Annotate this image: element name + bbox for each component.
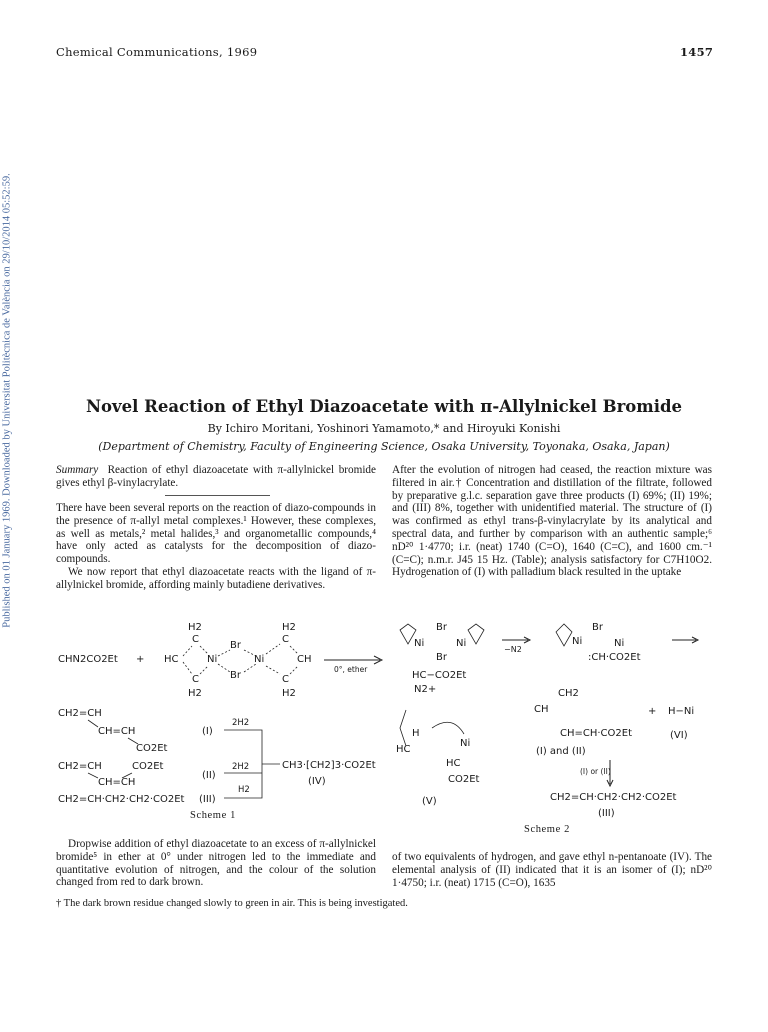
allyl-ligands bbox=[400, 624, 572, 646]
product-2-line-1b: CO2Et bbox=[132, 761, 164, 772]
bottom-right-text bbox=[392, 851, 712, 889]
nitrogen-loss: −N2 bbox=[504, 645, 522, 654]
ester-label: CO2Et bbox=[448, 774, 480, 785]
download-watermark: Published on 01 January 1969. Downloaded by Universitat Politècnica de València on 29/10/2014 05:52:59. bbox=[1, 173, 13, 628]
h2-label: H2 bbox=[282, 688, 296, 699]
ch-label: CH bbox=[297, 654, 312, 665]
summary-label: Summary bbox=[56, 464, 99, 476]
product-pair-label: (I) and (II) bbox=[536, 746, 586, 757]
reaction-conditions: 0°, ether bbox=[334, 665, 368, 674]
product-1-label: (I) bbox=[202, 726, 213, 737]
carbon-label: C bbox=[282, 674, 289, 685]
article-title: Novel Reaction of Ethyl Diazoacetate with π-Allylnickel Bromide bbox=[85, 397, 683, 416]
species-6-label: (VI) bbox=[670, 730, 688, 741]
nickel-label: Ni bbox=[614, 638, 625, 649]
plus-sign: + bbox=[136, 654, 145, 665]
product-2-line-1: CH2=CH bbox=[58, 761, 102, 772]
intro-text bbox=[56, 502, 376, 592]
vinylacrylate-fragment: CH=CH·CO2Et bbox=[560, 728, 633, 739]
isomer-condition: (I) or (II) bbox=[580, 767, 611, 776]
ch-label: CH bbox=[534, 704, 549, 715]
carbon-label: C bbox=[192, 674, 199, 685]
summary bbox=[56, 464, 376, 490]
product-1-line-1: CH2=CH bbox=[58, 708, 102, 719]
h2-label: H2 bbox=[188, 622, 202, 633]
scheme-1-diagram bbox=[52, 618, 392, 828]
carbene-label: :CH·CO2Et bbox=[588, 652, 641, 663]
allyl-bond bbox=[400, 710, 406, 746]
results-paragraph: After the evolution of nitrogen had ceased, the reaction mixture was filtered in air.† Concentration and distillation of the filtrate, followed by preparative g.l.c. separation gave three products (I) 69%; (II) 19%; and (III) 8%, together with unidentified material. The structure of (I) was confirmed as ethyl trans-β-vinylacrylate by its analytical and spectral data, and further by comparison with an authentic sample;⁶ nD²⁰ 1·4770; i.r. (neat) 1740 (C=O), 1640 (C=C), and 1600 cm.⁻¹ (C=C); n.m.r. J45 15 Hz. (Table); analysis satisfactory for C7H10O2. Hydrogenation of (I) with palladium black resulted in the uptake bbox=[392, 464, 712, 579]
footnote: † The dark brown residue changed slowly to green in air. This is being investigated. bbox=[56, 898, 408, 909]
scheme-2-label: Scheme 2 bbox=[524, 824, 570, 835]
diazo-carbon: HC−CO2Et bbox=[412, 670, 467, 681]
scheme-1-label: Scheme 1 bbox=[190, 810, 236, 821]
product-1-line-2: CH=CH bbox=[98, 726, 136, 737]
bromine-label: Br bbox=[592, 622, 603, 633]
procedure-paragraph: Dropwise addition of ethyl diazoacetate to an excess of π-allylnickel bromide⁵ in ether at 0° under nitrogen led to the immediate and quantitative evolution of nitrogen, and the colour of the solution changed from red to dark brown. bbox=[56, 838, 376, 889]
hc-label: HC bbox=[164, 654, 179, 665]
nickel-label: Ni bbox=[572, 636, 583, 647]
intro-paragraph-2: We now report that ethyl diazoacetate reacts with the ligand of π-allylnickel bromide, affording mainly butadiene derivatives. bbox=[56, 565, 376, 591]
product-3-label: (III) bbox=[598, 808, 615, 819]
product-4-formula: CH3·[CH2]3·CO2Et bbox=[282, 760, 376, 771]
h2-label: H2 bbox=[188, 688, 202, 699]
nickel-label: Ni bbox=[207, 654, 218, 665]
hc-label: HC bbox=[396, 744, 411, 755]
bromine-label: Br bbox=[436, 622, 447, 633]
continuation-paragraph: of two equivalents of hydrogen, and gave ethyl n-pentanoate (IV). The elemental analysis of (II) indicated that it is an isomer of (I); nD²⁰ 1·4750; i.r. (neat) 1715 (C=O), 1635 bbox=[392, 851, 712, 889]
summary-text: Reaction of ethyl diazoacetate with π-allylnickel bromide gives ethyl β-vinylacrylate. bbox=[56, 464, 376, 489]
hc-label: HC bbox=[446, 758, 461, 769]
page-number: 1457 bbox=[680, 45, 714, 59]
journal-header: Chemical Communications, 1969 bbox=[56, 45, 258, 59]
nickel-label: Ni bbox=[456, 638, 467, 649]
hydrogen-label: H bbox=[412, 728, 420, 739]
affiliation: (Department of Chemistry, Faculty of Engineering Science, Osaka University, Toyonaka, Osaka, Japan) bbox=[98, 440, 670, 453]
product-2-line-2: CH=CH bbox=[98, 777, 136, 788]
product-3-label: (III) bbox=[199, 794, 216, 805]
product-3-formula: CH2=CH·CH2·CH2·CO2Et bbox=[58, 794, 185, 805]
product-2-label: (II) bbox=[202, 770, 216, 781]
nickel-label: Ni bbox=[460, 738, 471, 749]
right-column-text bbox=[392, 464, 712, 579]
bromine-label: Br bbox=[230, 640, 241, 651]
hydrogen-equivalents: H2 bbox=[238, 785, 250, 795]
carbon-label: C bbox=[282, 634, 289, 645]
byline: By Ichiro Moritani, Yoshinori Yamamoto,* and Hiroyuki Konishi bbox=[207, 422, 561, 435]
hydrogen-equivalents: 2H2 bbox=[232, 762, 250, 772]
nickel-label: Ni bbox=[414, 638, 425, 649]
plus-sign: + bbox=[648, 706, 657, 717]
bottom-left-text bbox=[56, 838, 376, 889]
intro-paragraph-1: There have been several reports on the reaction of diazo-compounds in the presence of π-allyl metal complexes.¹ However, these complexes, as well as metals,² metal halides,³ and organometallic compounds,⁴ have only acted as catalysts for the decomposition of diazo-compounds. bbox=[56, 502, 376, 566]
intermediate-5-label: (V) bbox=[422, 796, 437, 807]
diazo-reagent: CHN2CO2Et bbox=[58, 654, 118, 665]
product-3-formula: CH2=CH·CH2·CH2·CO2Et bbox=[550, 792, 677, 803]
product-1-line-3: CO2Et bbox=[136, 743, 168, 754]
bromine-label: Br bbox=[436, 652, 447, 663]
nickel-label: Ni bbox=[254, 654, 265, 665]
nickel-hydride: H−Ni bbox=[668, 706, 695, 717]
summary-divider bbox=[165, 495, 270, 496]
diazonium-label: N2+ bbox=[414, 684, 437, 695]
h2-label: H2 bbox=[282, 622, 296, 633]
hydrogen-equivalents: 2H2 bbox=[232, 718, 250, 728]
bromine-label: Br bbox=[230, 670, 241, 681]
electron-arrow bbox=[432, 722, 464, 734]
product-4-label: (IV) bbox=[308, 776, 326, 787]
scheme-2-diagram bbox=[392, 618, 722, 828]
carbon-label: C bbox=[192, 634, 199, 645]
ch2-label: CH2 bbox=[558, 688, 579, 699]
